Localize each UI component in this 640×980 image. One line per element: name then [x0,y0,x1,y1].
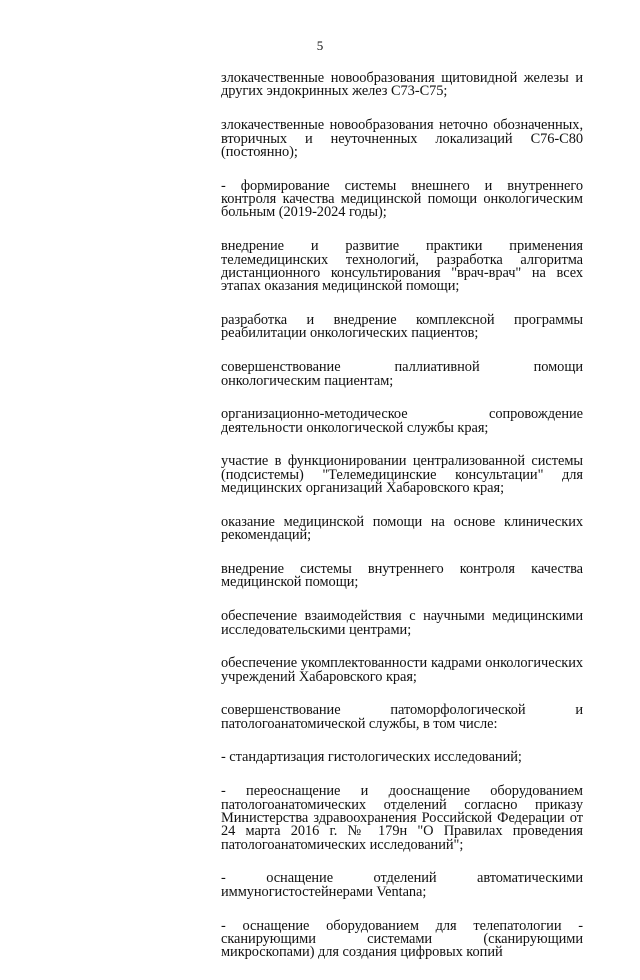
paragraph: внедрение и развитие практики применения телемедицинских технологий, разработка алгоритма дистанционного консультирования "врач-врач" на всех этапах оказания медицинской помощи; [221,238,583,295]
paragraph: обеспечение взаимодействия с научными медицинскими исследовательскими центрами; [221,608,583,638]
page-number: 5 [316,38,324,53]
paragraph: совершенствование паллиативной помощи онкологическим пациентам; [221,359,583,389]
paragraph: участие в функционировании централизованной системы (подсистемы) "Телемедицинские консультации" для медицинских организаций Хабаровского края; [221,453,583,497]
paragraph: - переоснащение и дооснащение оборудованием патологоанатомических отделений согласно приказу Министерства здравоохранения Российской Федерации от 24 марта 2016 г. № 179н "О Правилах проведения патологоанатомических исследований"; [221,783,583,853]
document-body [221,72,583,980]
paragraph: - оснащение отделений автоматическими иммуногистостейнерами Ventana; [221,870,583,900]
paragraph: обеспечение укомплектованности кадрами онкологических учреждений Хабаровского края; [221,655,583,685]
paragraph: злокачественные новообразования неточно обозначенных, вторичных и неуточненных локализаций С76-С80 (постоянно); [221,117,583,160]
paragraph: внедрение системы внутреннего контроля качества медицинской помощи; [221,561,583,591]
paragraph: разработка и внедрение комплексной программы реабилитации онкологических пациентов; [221,312,583,342]
paragraph: оказание медицинской помощи на основе клинических рекомендаций; [221,513,583,544]
paragraph: совершенствование патоморфологической и патологоанатомической службы, в том числе: [221,702,583,732]
paragraph: - оснащение оборудованием для телепатологии - сканирующими системами (сканирующими микроскопами) для создания цифровых копий [221,917,583,961]
paragraph: злокачественные новообразования щитовидной железы и других эндокринных желез С73-С75; [221,70,583,100]
paragraph: - формирование системы внешнего и внутреннего контроля качества медицинской помощи онкологическим больным (2019-2024 годы); [221,177,583,221]
paragraph: организационно-методическое сопровождение деятельности онкологической службы края; [221,406,583,436]
paragraph: - стандартизация гистологических исследований; [221,749,522,766]
